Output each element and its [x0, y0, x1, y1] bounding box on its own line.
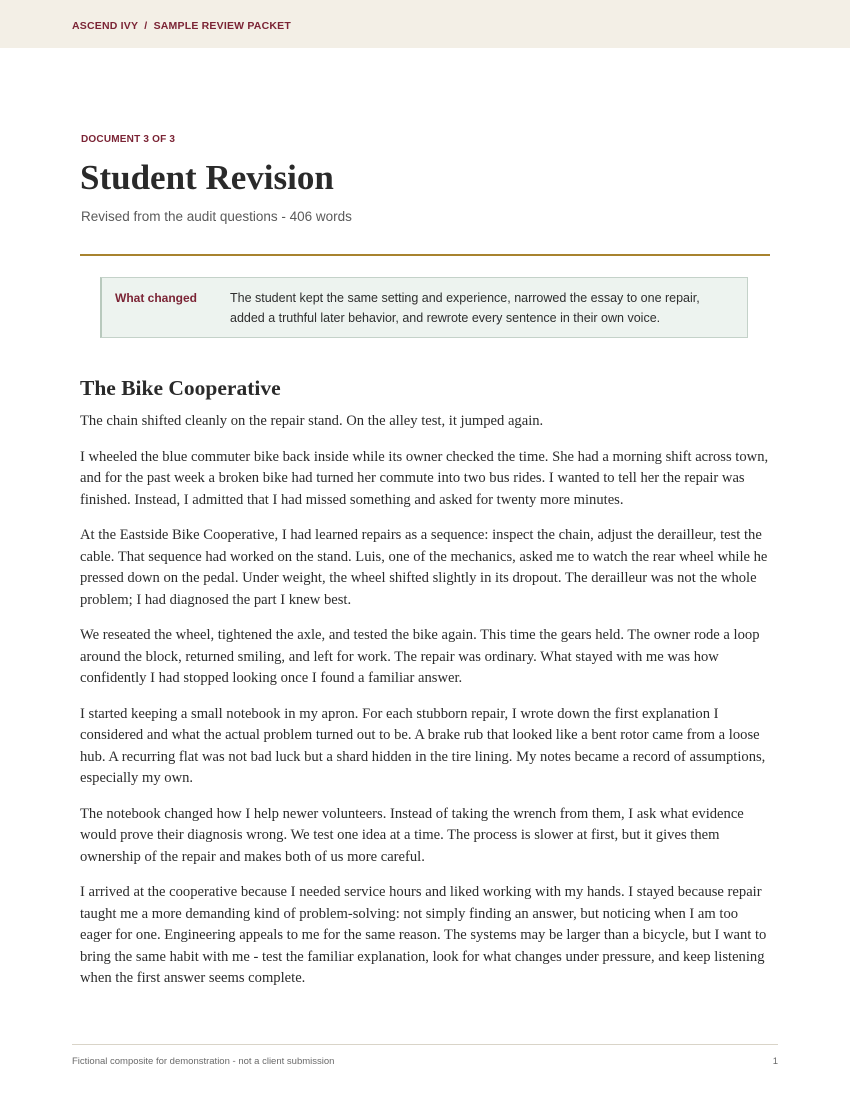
essay-paragraph: The chain shifted cleanly on the repair stand. On the alley test, it jumped again. — [80, 413, 544, 429]
essay-title: The Bike Cooperative — [80, 376, 281, 400]
essay-paragraph: I arrived at the cooperative because I needed service hours and liked working with my hands. I stayed because repair taught me a more demanding kind of problem-solving: not simply finding an answer, but noticing when I am too eager for one. Engineering appeals to me for the same reason. The systems may be larger than a bicycle, but I want to bring the same habit with me - test the familiar explanation, look for what changes under pressure, and keep listening when the first answer seems complete. — [80, 884, 767, 986]
callout-text: The student kept the same setting and experience, narrowed the essay to one repair, added a truthful later behavior, and rewrote every sentence in their own voice. — [230, 291, 700, 325]
page-number: 1 — [772, 1056, 778, 1067]
footer-divider — [72, 1044, 778, 1045]
footer-note: Fictional composite for demonstration - not a client submission — [72, 1056, 335, 1067]
essay-paragraph: At the Eastside Bike Cooperative, I had learned repairs as a sequence: inspect the chain, adjust the derailleur, test the cable. That sequence had worked on the stand. Luis, one of the mechanics, asked me to watch the rear wheel while he pressed down on the pedal. Under weight, the wheel shifted slightly in its dropout. The derailleur was not the whole problem; I had diagnosed the part I knew best. — [80, 527, 768, 608]
top-header-bar — [0, 0, 850, 48]
essay-paragraph: I wheeled the blue commuter bike back inside while its owner checked the time. She had a morning shift across town, and for the past week a broken bike had turned her commute into two bus rides. I wanted to tell her the repair was finished. Instead, I admitted that I had missed something and asked for twenty more minutes. — [80, 448, 769, 508]
callout-label: What changed — [115, 291, 198, 305]
essay-body — [80, 372, 772, 1004]
essay-paragraph: We reseated the wheel, tightened the axle, and tested the bike again. This time the gears held. The owner rode a loop around the block, returned smiling, and left for work. The repair was ordinary. What stayed with me was how confidently I had stopped looking once I found a familiar answer. — [80, 627, 760, 686]
page-title: Student Revision — [80, 158, 334, 197]
essay-paragraph: I started keeping a small notebook in my apron. For each stubborn repair, I wrote down the first explanation I considered and what the actual problem turned out to be. A brake rub that looked like a bent rotor came from a loose hub. A recurring flat was not bad luck but a shard hidden in the tire lining. My notes became a record of assumptions, especially my own. — [80, 705, 766, 786]
breadcrumb: ASCEND IVY / SAMPLE REVIEW PACKET — [72, 20, 291, 32]
essay-paragraph: The notebook changed how I help newer volunteers. Instead of taking the wrench from them, I ask what evidence would prove their diagnosis wrong. We test one idea at a time. The process is slower at first, but it gives them ownership of the repair and makes both of us more careful. — [80, 805, 744, 865]
page-subtitle: Revised from the audit questions - 406 words — [81, 209, 352, 224]
document-counter-label: DOCUMENT 3 OF 3 — [81, 134, 176, 145]
what-changed-callout — [100, 277, 748, 338]
title-divider — [80, 254, 770, 256]
